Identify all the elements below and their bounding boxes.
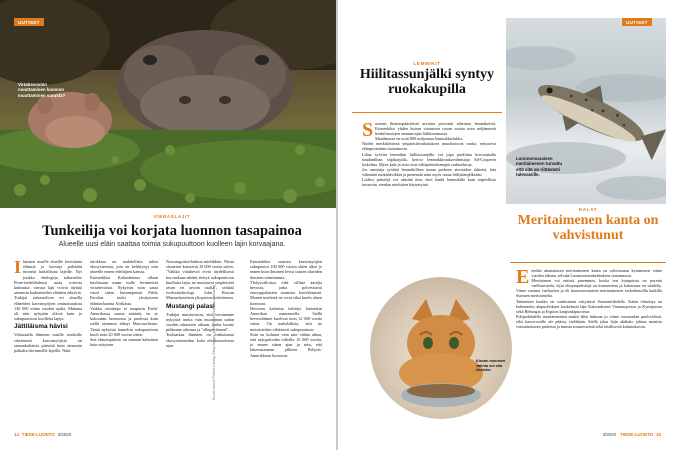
paragraph: hmisen uusille alueille levittämiä eläimiä ja kasveja pidetään monesti haitallisina lajeille. Nyt joukko ekologeja tarkastelee Pirae-tiedelehdessä asiaa toisesta kulmasta: vieraat lajit voivat täyttää aiemmin kadonneiden eläinten tehtäviä. bbox=[14, 259, 82, 296]
cat-photo bbox=[370, 277, 512, 419]
paragraph: Esimerkiksi Kolumbiassa ollaan huolissaan maan isolle levinneistä virtahevoista. Nykyisin noin sataa vuosi sitten huumeparoni Pablo Escobar tuotti yksityiseen eläintarhaansa Afrikasta. bbox=[90, 274, 158, 306]
paragraph: tenlän uhanalaisen meritaimenen kanta on vahvistunut kymmenen viime vuoden aikana, selviää Luonnonvarakeskuksen seurannasta. bbox=[531, 268, 662, 279]
article-lede: Alueelle uusi eläin saattaa toimia sukupuuttoon kuolleen lajin korvaajana. bbox=[58, 241, 286, 248]
paragraph: Niiden merkittävinnä ympäristövaikutuksen muodostuvat ruoka, erityisesti eläinproteiinin tuotannosta. bbox=[362, 141, 496, 152]
paragraph: Yhdysvalloissa elää villinä aasejia hevosia, jotka polveutuvat eurooppalaisten tuomista kotieläimistä. Monen mielestä ne eivät siksi kuulu aluen luontoon. bbox=[250, 279, 322, 306]
article-body bbox=[516, 268, 662, 428]
article-column-4 bbox=[250, 259, 322, 427]
section-tag: UUTISET bbox=[622, 18, 652, 26]
issue-number: 3/2020 bbox=[57, 432, 72, 437]
paragraph: Nousungulata-lahkon mielikkiin. Niistä viimeiset katosivat 10 000 vuotta sitten. bbox=[166, 259, 234, 270]
photo-caption: Kissan muumen valinta voi olla ekoteko. bbox=[476, 359, 506, 373]
paragraph: Sen elinympäristö on samaan kaltainen kuin erityisen bbox=[90, 337, 158, 348]
paragraph: Lisäksi päästöjä voi säästää niin, ettei hanki lemmikille kuin tarpeellisia tavaroita, etenkin mieluiten käytettyinä. bbox=[362, 177, 496, 188]
paragraph: Pohjanlahdella meritaimenten määrä lähti laskuun jo viime vuosisadan puolivälissä, eikä kasvu-uralle ole päässy vieläkään. Siellä jalon lajin ahdinko johtuu monista voimalaitosten padoista ja muista rousuesteistä sekä täsillisestä kalastuksesta. bbox=[516, 313, 662, 330]
article-headline: Hiilitassunjälki syntyy ruokakupilla bbox=[359, 67, 495, 97]
dropcap: S bbox=[362, 121, 374, 141]
subheading: Jättiläisma hävisi bbox=[14, 323, 68, 331]
paragraph: tulokkaat on mahdollista tukea ekosysteemiä, jota on kehittynyt niin alueelle ennen edeltäjien kanssa. bbox=[90, 259, 158, 275]
hippo-illustration bbox=[0, 0, 336, 208]
page-number: 14 bbox=[14, 432, 19, 437]
paragraph: Valtaosalla ihminen uusille seuduille siirtämistä kasvinsyöjistä on samankaltaisia piirteitä kuin aiemmin paikalta hävinneillä lajeilla. Näin bbox=[14, 332, 82, 354]
dropcap: I bbox=[14, 259, 22, 277]
paragraph: Siitä on kulunut vain niin vähän aikaa, että nykypäivään tulleilla 10 000 vuotta, jo ennen sitten ajan ja niin, että lukemattoman jälkeen Pohjois-Amerikkaan luontoon. bbox=[250, 331, 322, 358]
paragraph: Jos omistaja syöttää lemmikilleen muun perheen aterioiden tähteitä, hän vähentää ruokahävikkiä ja pienentää näin myös omaa hiilijalanjälkeään. bbox=[362, 166, 496, 177]
photo-caption: Virtahevosten muuttaminen luonnon muuttaminen surusta? bbox=[18, 82, 66, 98]
article-column-3 bbox=[166, 259, 234, 427]
paragraph: uomen ilmastopäästöistä arvioita prosentti aiheutuu lemmikeistä. Esimerkiksi yhden koiran vuotuisen ruoan vastaa noin neljännestä henkilöautojen samaan ajan hiilikuormasta. bbox=[375, 121, 496, 137]
photo-credit: Kuvat: Nature Picture Library, Getty Images ja Sciencephoto/Ritva Salmanen bbox=[212, 284, 216, 400]
cat-illustration bbox=[370, 277, 512, 419]
divider bbox=[510, 262, 666, 263]
right-page bbox=[338, 0, 674, 450]
article-headline: Tunkeilija voi korjata luonnon tasapainoa bbox=[42, 223, 302, 239]
paragraph: Esimerkiksi suurten kasvinsyöjien sukupuutot 100 000 vuotta sitten alkoi jo ennen kuin ihminen levisi uusien alueiden ihmisen toiminnasta. bbox=[250, 259, 322, 280]
paragraph: Taimenten lonkko on vankistunut erityisesti Suomenlahdella. Kalan elinoloja on kohennettu alapuoleiksen kosketusta läpi Kalastukseen Vantaanjoessa ja Kymijoessa sekä Helsingin ja Espoon kaupunkipuroissa. bbox=[516, 298, 662, 314]
section-tag: UUTISET bbox=[14, 18, 44, 26]
issue-number: 3/2020 bbox=[602, 432, 617, 437]
divider bbox=[352, 112, 502, 113]
magazine-name: TIEDE-LUONTO bbox=[21, 432, 55, 437]
paragraph: Hevosen kaltaisia kehittyi kuitenkin Amerikan mantereella. Siellä hevoseläimet kuolivat noin 12 000 vuotta sitten. On mahdollista, että ne metsästettiin vähäisesti sukupuuttoon. bbox=[250, 305, 322, 332]
article-kicker: VIERASLAJIT bbox=[153, 214, 191, 219]
paragraph: Meritaimen voi entistä paremmin, koska sen kutupoista on purettu vaellusesteitä, lajin elinympäristöjä on kunnostettu ja kalastusta on säädelty. Viime vuonna vaeltavien ja eli luonnonvaraisen meritaimenen raskohintoilla kaikilla Suomen meritaimelta. bbox=[516, 278, 662, 299]
article-body bbox=[362, 121, 496, 261]
hippo-photo bbox=[0, 0, 336, 208]
article-column-1 bbox=[14, 259, 82, 427]
page-number: 15 bbox=[656, 432, 661, 437]
paragraph: Todisaikaa ihminen on vaikuttanut ekosysteemeihin koko olemassaolonsa ajan. bbox=[166, 332, 234, 348]
photo-caption: Luonnonvaraisen meritaimenen turvattu että sitä on riittävästi tulevaisille. bbox=[516, 156, 563, 178]
subheading: Mustangi palasi bbox=[166, 302, 215, 310]
article-headline: Meritaimenen kanta on vahvistunut bbox=[517, 213, 659, 243]
left-page bbox=[0, 0, 336, 450]
fish-photo bbox=[506, 18, 666, 204]
paragraph: Tutkijat muistuttavat, että vertaamme nykyisiä useita vain muutaman sadan vuoden takaiseen aikaan, jonka luonto pidämme oikeana ja "alkuperäisenä". bbox=[166, 311, 234, 333]
paragraph: Lihaa syövän lemmikin hiilitassunjälki voi jopa puolittua korvaamalla naudanlihan siipikarjalla, kertoo lemmikkiruokavalmistaja Ed-Cooperin laskelma. Myös kala ja rista ovat vähäpäästöisempiä vaihtoehtoja. bbox=[362, 151, 496, 167]
magazine-name: TIEDE-LUONTO bbox=[620, 432, 654, 437]
paragraph: Vaikka virtahepo ei naapurin Etelä-Amerikassa suurta määrää, on se kokonaan luonnossa ja puolesta kuin siellä aiemmin elänyt Macrauchenia. Tämä nykyistä kameliin sukupuuttoon kuoli noin 20 000 vuotta sitten. bbox=[90, 305, 158, 337]
dropcap: E bbox=[516, 268, 530, 288]
page-footer bbox=[603, 432, 664, 437]
paragraph: "Vaikka virtahevot eivät täydellisesti korvaakaan niiden tiettyä sukupuuttoon kuollutta lajia, ne muuttavat ympäristöä aivan eri tavoin osalta", selittää evoluutiobiologi John Rowan Massachusettsin yliopiston tiedotteessa. bbox=[166, 269, 234, 301]
article-kicker: KALAT bbox=[578, 207, 598, 212]
article-column-2 bbox=[90, 259, 158, 427]
page-footer bbox=[14, 432, 71, 437]
paragraph: Maailmassa on noin 800 miljoonaa lemmikkielukka. bbox=[375, 136, 464, 142]
paragraph: Tutkijat tarkastelivat eri alueilla eläneiden kasvinsyöjien ominaisuuksia 130 000 viime vuoden ajalta. Mukana oli niin nykyään eläviä kuin jo sukupuuttoon kuolleita lajeja. bbox=[14, 295, 82, 322]
article-kicker: LEMMIKIT bbox=[413, 61, 441, 66]
